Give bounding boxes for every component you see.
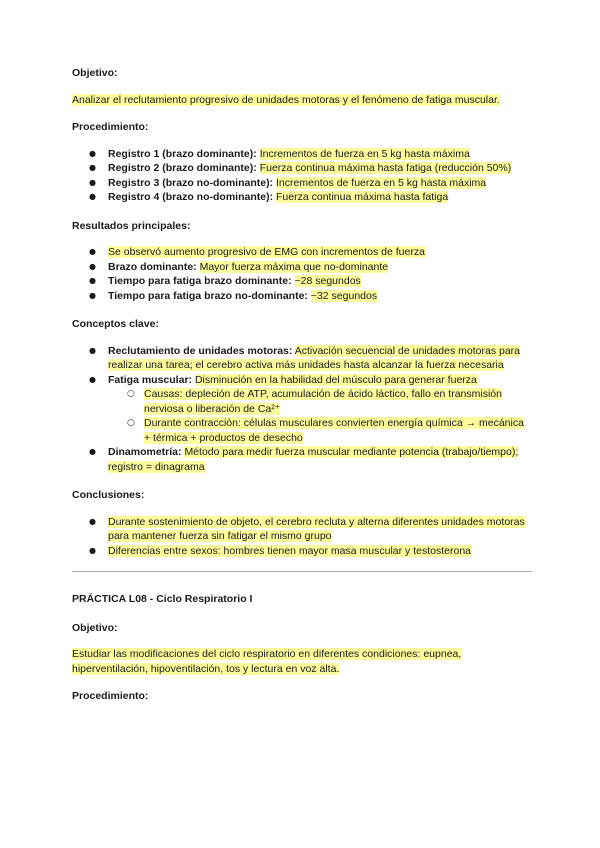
- list-item: ● Brazo dominante: Mayor fuerza máxima que no-dominante: [72, 260, 532, 275]
- list-item: ● Tiempo para fatiga brazo dominante: ~28 segundos: [72, 274, 532, 289]
- list-item: ● Reclutamiento de unidades motoras: Activación secuencial de unidades motoras para realizar una tarea; el cerebro activa más unidades hasta alcanzar la fuerza necesaria: [72, 344, 532, 373]
- section-divider: [72, 571, 532, 572]
- conclusiones-list: [72, 515, 532, 559]
- list-item: ● Durante sostenimiento de objeto, el cerebro recluta y alterna diferentes unidades motoras para mantener fuerza sin fatigar el mismo grupo: [72, 515, 532, 544]
- resultados-list: [72, 245, 532, 303]
- objetivo-text-2: Estudiar las modificaciones del ciclo respiratorio en diferentes condiciones: eupnea, hiperventilación, hipoventilación, tos y lectura en voz alta.: [72, 648, 462, 675]
- sublist-item: ○ Causas: depleción de ATP, acumulación de ácido láctico, fallo en transmisión nerviosa o liberación de Ca²⁺: [108, 387, 532, 416]
- list-item: ● Registro 2 (brazo dominante): Fuerza continua máxima hasta fatiga (reducción 50%): [72, 161, 532, 176]
- list-item: ● Tiempo para fatiga brazo no-dominante: ~32 segundos: [72, 289, 532, 304]
- fatiga-sublist: [108, 387, 532, 445]
- conceptos-heading: Conceptos clave:: [72, 318, 159, 330]
- list-item: ● Registro 4 (brazo no-dominante): Fuerza continua máxima hasta fatiga: [72, 190, 532, 205]
- list-item: ● Registro 1 (brazo dominante): Incrementos de fuerza en 5 kg hasta máxima: [72, 147, 532, 162]
- list-item: ● Dinamometría: Método para medir fuerza muscular mediante potencia (trabajo/tiempo); registro = dinagrama: [72, 445, 532, 474]
- objetivo-text: Analizar el reclutamiento progresivo de unidades motoras y el fenómeno de fatiga muscular.: [72, 93, 500, 106]
- procedimiento-heading: Procedimiento:: [72, 121, 149, 133]
- document-content: [72, 66, 532, 704]
- list-item: ● Se observó aumento progresivo de EMG con incrementos de fuerza: [72, 245, 532, 260]
- sublist-item: ○ Durante contracción: células musculares convierten energía química → mecánica + térmica + productos de desecho: [108, 416, 532, 445]
- practica-title: PRÁCTICA L08 - Ciclo Respiratorio I: [72, 593, 253, 605]
- objetivo-heading-2: Objetivo:: [72, 621, 118, 634]
- list-item: ● Fatiga muscular: Disminución en la habilidad del músculo para generar fuerza ○ Causas: depleción de ATP, acumulación de ácido láctico, fallo en transmisión nerviosa o liberación de Ca²⁺ ○ Durante contracción: células musculares convierten energía química → mecánica + térmica + productos de desecho: [72, 373, 532, 446]
- conclusiones-heading: Conclusiones:: [72, 489, 145, 501]
- conceptos-list: [72, 344, 532, 475]
- resultados-heading: Resultados principales:: [72, 219, 191, 232]
- list-item: ● Registro 3 (brazo no-dominante): Incrementos de fuerza en 5 kg hasta máxima: [72, 176, 532, 191]
- objetivo-heading: Objetivo:: [72, 67, 118, 79]
- procedimiento-heading-2: Procedimiento:: [72, 690, 149, 702]
- list-item: ● Diferencias entre sexos: hombres tienen mayor masa muscular y testosterona: [72, 544, 532, 559]
- objetivo-paragraph: [72, 93, 532, 108]
- objetivo-paragraph-2: [72, 647, 532, 676]
- registros-list: [72, 147, 532, 205]
